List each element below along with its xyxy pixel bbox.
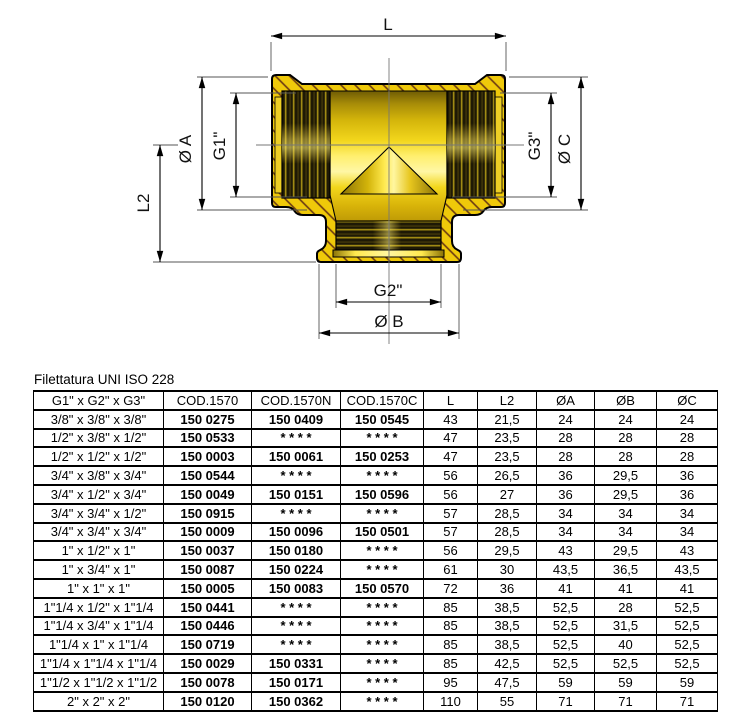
table-cell: 24: [657, 410, 718, 429]
table-cell: 34: [595, 523, 657, 542]
table-header-cell: ØC: [657, 391, 718, 410]
table-cell: * * * *: [252, 598, 341, 617]
table-row: [34, 541, 718, 560]
table-cell: 23,5: [478, 429, 537, 448]
table-cell: 150 0719: [164, 635, 252, 654]
table-cell: 34: [537, 504, 595, 523]
table-cell: 29,5: [478, 541, 537, 560]
table-row: [34, 579, 718, 598]
table-row: [34, 485, 718, 504]
table-cell: 43,5: [537, 560, 595, 579]
table-cell: 150 0409: [252, 410, 341, 429]
table-cell: 150 0037: [164, 541, 252, 560]
table-row: [34, 560, 718, 579]
table-cell: 3/4" x 3/4" x 1/2": [34, 504, 164, 523]
table-row: [34, 673, 718, 692]
table-cell: 36: [657, 466, 718, 485]
table-cell: 150 0533: [164, 429, 252, 448]
table-cell: 52,5: [595, 654, 657, 673]
table-cell: * * * *: [252, 429, 341, 448]
table-cell: 3/4" x 1/2" x 3/4": [34, 485, 164, 504]
table-body: [34, 410, 718, 711]
table-cell: 71: [537, 692, 595, 711]
table-cell: 28: [595, 598, 657, 617]
table-cell: 150 0003: [164, 447, 252, 466]
table-cell: 1"1/2 x 1"1/2 x 1"1/2: [34, 673, 164, 692]
table-row: [34, 617, 718, 636]
table-cell: 150 0087: [164, 560, 252, 579]
table-cell: 150 0545: [341, 410, 424, 429]
table-cell: 24: [537, 410, 595, 429]
table-cell: 1" x 3/4" x 1": [34, 560, 164, 579]
table-cell: * * * *: [252, 504, 341, 523]
table-cell: 57: [424, 523, 478, 542]
table-cell: 40: [595, 635, 657, 654]
table-cell: 30: [478, 560, 537, 579]
table-cell: 1"1/4 x 1/2" x 1"1/4: [34, 598, 164, 617]
table-cell: 43: [657, 541, 718, 560]
table-cell: 28: [595, 429, 657, 448]
table-cell: 59: [657, 673, 718, 692]
table-cell: 150 0570: [341, 579, 424, 598]
table-cell: 29,5: [595, 485, 657, 504]
table-cell: 150 0009: [164, 523, 252, 542]
table-header-row: [34, 391, 718, 410]
table-cell: * * * *: [341, 654, 424, 673]
table-cell: 2" x 2" x 2": [34, 692, 164, 711]
table-row: [34, 598, 718, 617]
table-cell: 24: [595, 410, 657, 429]
table-cell: * * * *: [341, 560, 424, 579]
table-cell: 59: [537, 673, 595, 692]
dim-label-l: L: [383, 15, 393, 34]
table-cell: 3/8" x 3/8" x 3/8": [34, 410, 164, 429]
table-cell: * * * *: [341, 429, 424, 448]
table-cell: 28: [657, 447, 718, 466]
table-cell: 150 0544: [164, 466, 252, 485]
table-cell: 150 0596: [341, 485, 424, 504]
table-cell: 41: [657, 579, 718, 598]
table-cell: 150 0362: [252, 692, 341, 711]
table-cell: 56: [424, 466, 478, 485]
table-row: [34, 523, 718, 542]
table-cell: 36: [537, 485, 595, 504]
table-cell: 36: [537, 466, 595, 485]
table-cell: 71: [595, 692, 657, 711]
table-row: [34, 410, 718, 429]
table-row: [34, 635, 718, 654]
table-title: Filettatura UNI ISO 228: [34, 372, 175, 387]
table-cell: 21,5: [478, 410, 537, 429]
table-header-cell: G1" x G2" x G3": [34, 391, 164, 410]
table-cell: * * * *: [341, 692, 424, 711]
dim-label-g3: G3": [525, 131, 544, 161]
left-bore-highlight: [282, 91, 330, 198]
table-cell: 47: [424, 447, 478, 466]
table-cell: 43: [537, 541, 595, 560]
table-cell: 43: [424, 410, 478, 429]
right-bore-highlight: [447, 91, 495, 198]
table-cell: 38,5: [478, 598, 537, 617]
table-cell: 85: [424, 617, 478, 636]
table-cell: 57: [424, 504, 478, 523]
table-cell: 36: [478, 579, 537, 598]
table-cell: 150 0446: [164, 617, 252, 636]
table-cell: * * * *: [341, 541, 424, 560]
table-row: [34, 504, 718, 523]
table-cell: 28: [537, 447, 595, 466]
table-cell: 29,5: [595, 541, 657, 560]
table-cell: 47: [424, 429, 478, 448]
dim-label-g2: G2": [373, 281, 403, 300]
table-cell: 95: [424, 673, 478, 692]
table-cell: * * * *: [252, 466, 341, 485]
table-cell: 150 0441: [164, 598, 252, 617]
table-cell: 1" x 1" x 1": [34, 579, 164, 598]
dim-label-dia-a: Ø A: [176, 134, 195, 164]
table-cell: 52,5: [537, 617, 595, 636]
table-cell: 1"1/4 x 1"1/4 x 1"1/4: [34, 654, 164, 673]
table-cell: 3/4" x 3/8" x 3/4": [34, 466, 164, 485]
table-header-cell: L: [424, 391, 478, 410]
tee-fitting-body: [140, 60, 600, 368]
dim-label-dia-c: Ø C: [555, 133, 574, 165]
table-cell: 150 0224: [252, 560, 341, 579]
table-row: [34, 654, 718, 673]
table-cell: 28,5: [478, 504, 537, 523]
table-cell: * * * *: [341, 617, 424, 636]
table-cell: 150 0331: [252, 654, 341, 673]
table-cell: 55: [478, 692, 537, 711]
table-cell: 28: [537, 429, 595, 448]
table-cell: 72: [424, 579, 478, 598]
table-cell: 34: [537, 523, 595, 542]
table-cell: 150 0078: [164, 673, 252, 692]
table-cell: 3/4" x 3/4" x 3/4": [34, 523, 164, 542]
table-cell: 34: [595, 504, 657, 523]
table-cell: * * * *: [341, 466, 424, 485]
table-header-cell: L2: [478, 391, 537, 410]
dimension-table: [33, 390, 718, 712]
table-cell: 150 0061: [252, 447, 341, 466]
table-cell: * * * *: [341, 673, 424, 692]
table-cell: 41: [537, 579, 595, 598]
dim-label-dia-b: Ø B: [374, 312, 404, 331]
dim-label-l2: L2: [134, 193, 153, 213]
table-cell: 1"1/4 x 3/4" x 1"1/4: [34, 617, 164, 636]
table-cell: 29,5: [595, 466, 657, 485]
table-cell: 38,5: [478, 635, 537, 654]
table-cell: * * * *: [341, 504, 424, 523]
table-cell: 27: [478, 485, 537, 504]
table-header-cell: COD.1570: [164, 391, 252, 410]
table-cell: 36: [657, 485, 718, 504]
table-row: [34, 466, 718, 485]
table-cell: 150 0120: [164, 692, 252, 711]
table-cell: 28: [595, 447, 657, 466]
table-cell: 150 0275: [164, 410, 252, 429]
table-cell: 56: [424, 541, 478, 560]
table-cell: 150 0096: [252, 523, 341, 542]
table-section: [33, 372, 723, 712]
table-cell: 150 0005: [164, 579, 252, 598]
table-cell: * * * *: [341, 598, 424, 617]
table-cell: 1" x 1/2" x 1": [34, 541, 164, 560]
table-cell: 150 0171: [252, 673, 341, 692]
table-cell: 38,5: [478, 617, 537, 636]
table-row: [34, 429, 718, 448]
dim-label-g1: G1": [210, 131, 229, 161]
table-cell: 34: [657, 504, 718, 523]
table-cell: 85: [424, 635, 478, 654]
table-cell: 36,5: [595, 560, 657, 579]
table-cell: 52,5: [537, 654, 595, 673]
table-cell: 110: [424, 692, 478, 711]
table-cell: 150 0501: [341, 523, 424, 542]
table-cell: 52,5: [537, 598, 595, 617]
table-cell: * * * *: [341, 635, 424, 654]
bottom-socket-mouth: [333, 250, 444, 257]
table-row: [34, 692, 718, 711]
table-row: [34, 447, 718, 466]
table-cell: 1/2" x 3/8" x 1/2": [34, 429, 164, 448]
table-cell: 52,5: [537, 635, 595, 654]
table-header-cell: COD.1570C: [341, 391, 424, 410]
table-cell: * * * *: [252, 635, 341, 654]
table-cell: 52,5: [657, 598, 718, 617]
table-cell: 41: [595, 579, 657, 598]
table-header-cell: ØB: [595, 391, 657, 410]
table-cell: 59: [595, 673, 657, 692]
table-cell: 71: [657, 692, 718, 711]
table-cell: 150 0151: [252, 485, 341, 504]
table-cell: 31,5: [595, 617, 657, 636]
table-cell: 150 0029: [164, 654, 252, 673]
table-cell: 150 0253: [341, 447, 424, 466]
table-cell: 23,5: [478, 447, 537, 466]
table-cell: 52,5: [657, 617, 718, 636]
table-cell: 61: [424, 560, 478, 579]
table-cell: 150 0049: [164, 485, 252, 504]
table-cell: 85: [424, 654, 478, 673]
table-cell: 34: [657, 523, 718, 542]
table-header-cell: COD.1570N: [252, 391, 341, 410]
table-cell: 150 0915: [164, 504, 252, 523]
table-cell: 52,5: [657, 635, 718, 654]
table-cell: 26,5: [478, 466, 537, 485]
table-cell: 43,5: [657, 560, 718, 579]
table-cell: 47,5: [478, 673, 537, 692]
table-cell: * * * *: [252, 617, 341, 636]
table-cell: 150 0083: [252, 579, 341, 598]
table-cell: 1/2" x 1/2" x 1/2": [34, 447, 164, 466]
bottom-bore-highlight: [336, 221, 441, 250]
table-header-cell: ØA: [537, 391, 595, 410]
table-cell: 42,5: [478, 654, 537, 673]
table-cell: 52,5: [657, 654, 718, 673]
table-cell: 1"1/4 x 1" x 1"1/4: [34, 635, 164, 654]
table-cell: 28,5: [478, 523, 537, 542]
table-cell: 150 0180: [252, 541, 341, 560]
table-cell: 56: [424, 485, 478, 504]
table-cell: 85: [424, 598, 478, 617]
table-cell: 28: [657, 429, 718, 448]
